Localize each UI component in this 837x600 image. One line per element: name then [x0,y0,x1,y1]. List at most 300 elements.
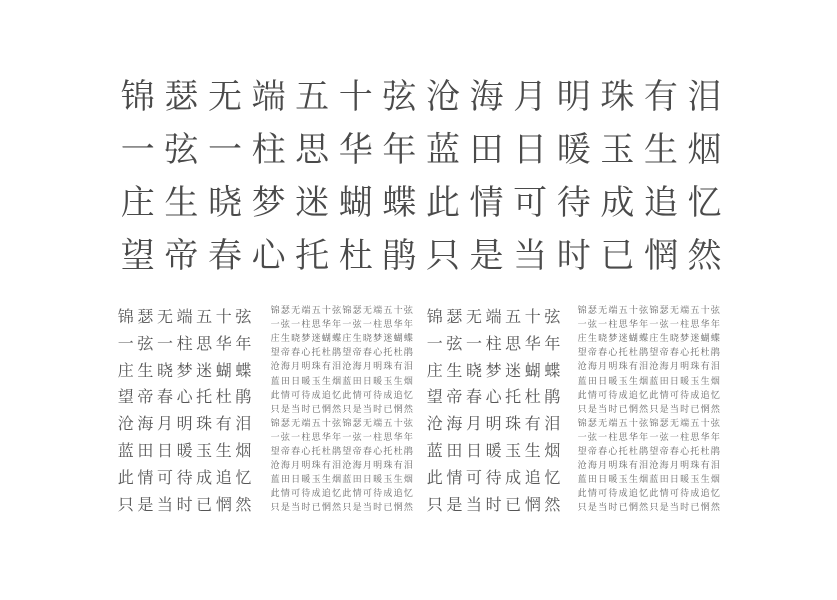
glyph: 弦 [352,432,362,443]
specimen-row [577,490,721,499]
specimen-row [425,443,562,459]
glyph: 月 [598,461,608,472]
glyph: 弦 [137,333,154,353]
glyph: 一 [426,333,443,353]
glyph: 然 [639,404,649,415]
glyph: 烟 [639,475,649,486]
glyph: 杜 [628,447,638,457]
glyph: 此 [270,489,280,500]
glyph: 锦 [342,306,352,316]
glyph: 然 [544,494,561,514]
glyph: 当 [669,503,679,514]
glyph: 生 [524,441,541,460]
glyph: 田 [352,376,362,387]
glyph: 一 [669,320,679,331]
glyph: 柱 [608,432,618,443]
glyph: 瑟 [164,77,199,117]
glyph: 泪 [403,362,413,373]
glyph: 柱 [373,320,383,331]
glyph: 暖 [608,475,618,486]
glyph: 梦 [251,183,286,223]
glyph: 此 [426,467,443,487]
glyph: 五 [311,306,321,316]
glyph: 无 [362,306,372,316]
glyph: 追 [321,390,331,401]
glyph: 杜 [393,348,403,359]
glyph: 迷 [383,334,393,345]
glyph: 日 [598,376,608,387]
glyph: 时 [373,503,383,514]
specimen-row [270,335,414,344]
glyph: 月 [669,362,679,373]
glyph: 思 [618,320,628,331]
glyph: 瑟 [587,306,597,316]
glyph: 明 [176,414,193,434]
glyph: 沧 [270,461,280,472]
glyph: 烟 [403,475,413,486]
glyph: 瑟 [446,307,463,326]
glyph: 此 [577,489,587,500]
glyph: 端 [608,306,618,316]
glyph: 梦 [176,360,193,380]
glyph: 暖 [608,376,618,387]
glyph: 惘 [524,494,541,514]
glyph: 生 [393,475,403,486]
glyph: 可 [465,467,482,487]
glyph: 帝 [352,348,362,359]
specimen-row [577,448,721,457]
glyph: 惘 [393,503,403,514]
glyph: 迷 [505,360,522,380]
glyph: 弦 [587,432,597,443]
glyph: 年 [544,333,561,353]
glyph: 心 [373,447,383,457]
glyph: 暖 [176,441,193,460]
glyph: 海 [280,461,290,472]
glyph: 托 [196,387,213,407]
glyph: 日 [156,441,173,460]
glyph: 华 [215,333,232,353]
glyph: 年 [403,432,413,443]
glyph: 生 [587,334,597,345]
glyph: 蝴 [321,334,331,345]
glyph: 无 [156,307,173,326]
glyph: 锦 [577,418,587,429]
glyph: 无 [207,77,242,117]
glyph: 明 [301,461,311,472]
glyph: 当 [291,503,301,514]
glyph: 锦 [120,77,155,117]
glyph: 思 [690,432,700,443]
glyph: 托 [311,447,321,457]
glyph: 望 [117,387,134,407]
glyph: 弦 [382,77,417,117]
glyph: 鹃 [710,447,720,457]
glyph: 月 [156,414,173,434]
glyph: 当 [598,503,608,514]
glyph: 田 [469,130,504,170]
glyph: 玉 [618,376,628,387]
glyph: 年 [639,320,649,331]
glyph: 华 [338,130,373,170]
glyph: 忆 [544,467,561,487]
glyph: 蓝 [342,475,352,486]
glyph: 晓 [465,360,482,380]
glyph: 无 [598,306,608,316]
glyph: 沧 [426,414,443,434]
glyph: 帝 [164,236,199,276]
glyph: 锦 [426,307,443,326]
glyph: 杜 [215,387,232,407]
glyph: 泪 [235,414,252,434]
glyph: 田 [280,376,290,387]
glyph: 是 [352,404,362,415]
glyph: 月 [362,461,372,472]
glyph: 暖 [373,475,383,486]
glyph: 无 [465,307,482,326]
glyph: 明 [373,461,383,472]
glyph: 锦 [649,418,659,429]
glyph: 瑟 [659,306,669,316]
glyph: 待 [301,489,311,500]
glyph: 望 [120,236,155,276]
glyph: 一 [291,432,301,443]
glyph: 蓝 [117,441,134,460]
glyph: 忆 [710,390,720,401]
glyph: 情 [587,390,597,401]
specimen-row [116,309,253,325]
glyph: 烟 [332,475,342,486]
glyph: 是 [446,494,463,514]
glyph: 已 [690,503,700,514]
glyph: 日 [465,441,482,460]
glyph: 柱 [301,432,311,443]
glyph: 庄 [270,334,280,345]
glyph: 思 [505,333,522,353]
glyph: 五 [295,77,330,117]
glyph: 蓝 [270,376,280,387]
glyph: 庄 [577,334,587,345]
specimen-row [116,443,253,459]
glyph: 日 [362,376,372,387]
glyph: 弦 [659,320,669,331]
glyph: 当 [362,404,372,415]
glyph: 成 [618,390,628,401]
glyph: 玉 [383,475,393,486]
glyph: 十 [393,306,403,316]
glyph: 蝶 [332,334,342,345]
glyph: 海 [469,77,504,117]
glyph: 待 [373,390,383,401]
glyph: 泪 [710,461,720,472]
glyph: 一 [577,432,587,443]
glyph: 此 [117,467,134,487]
glyph: 有 [215,414,232,434]
glyph: 追 [393,390,403,401]
glyph: 蝴 [628,334,638,345]
glyph: 弦 [587,320,597,331]
glyph: 弦 [235,307,252,326]
specimen-row [270,504,414,513]
glyph: 成 [311,390,321,401]
specimen-row [577,392,721,401]
glyph: 晓 [156,360,173,380]
glyph: 是 [137,494,154,514]
glyph: 有 [321,461,331,472]
glyph: 情 [137,467,154,487]
glyph: 杜 [338,236,373,276]
specimen-row [270,406,414,415]
glyph: 海 [587,461,597,472]
glyph: 思 [295,130,330,170]
glyph: 五 [383,306,393,316]
glyph: 晓 [669,334,679,345]
glyph: 华 [700,432,710,443]
glyph: 杜 [524,387,541,407]
specimen-row [577,307,721,316]
glyph: 惘 [700,503,710,514]
glyph: 心 [251,236,286,276]
glyph: 帝 [137,387,154,407]
glyph: 烟 [639,376,649,387]
specimen-row [270,392,414,401]
glyph: 杜 [393,447,403,457]
glyph: 蓝 [270,475,280,486]
glyph: 春 [291,447,301,457]
glyph: 情 [352,390,362,401]
specimen-row [270,307,414,316]
specimen-row [116,236,726,276]
glyph: 十 [215,307,232,326]
glyph: 十 [321,306,331,316]
glyph: 鹃 [710,348,720,359]
specimen-row [270,448,414,457]
glyph: 已 [311,503,321,514]
glyph: 可 [598,489,608,500]
glyph: 然 [710,404,720,415]
glyph: 是 [352,503,362,514]
glyph: 暖 [373,376,383,387]
glyph: 时 [485,494,502,514]
glyph: 年 [403,320,413,331]
glyph: 梦 [373,334,383,345]
glyph: 端 [373,306,383,316]
glyph: 可 [513,183,548,223]
glyph: 望 [577,348,587,359]
glyph: 柱 [251,130,286,170]
glyph: 弦 [403,306,413,316]
specimen-row [577,462,721,471]
glyph: 生 [393,376,403,387]
glyph: 迷 [311,334,321,345]
specimen-row [577,335,721,344]
glyph: 珠 [311,461,321,472]
specimen-row [577,378,721,387]
glyph: 春 [598,348,608,359]
glyph: 蝶 [382,183,417,223]
glyph: 瑟 [352,418,362,429]
glyph: 时 [608,503,618,514]
glyph: 无 [291,306,301,316]
glyph: 此 [342,489,352,500]
specimen-row [270,490,414,499]
specimen-row [425,360,562,380]
glyph: 一 [598,432,608,443]
glyph: 一 [117,333,134,353]
glyph: 庄 [117,360,134,380]
glyph: 日 [291,475,301,486]
specimen-row [425,494,562,514]
glyph: 烟 [235,441,252,460]
glyph: 生 [137,360,154,380]
glyph: 时 [176,494,193,514]
glyph: 日 [669,475,679,486]
glyph: 然 [403,503,413,514]
glyph: 弦 [332,306,342,316]
glyph: 珠 [690,362,700,373]
glyph: 瑟 [587,418,597,429]
glyph: 蓝 [649,475,659,486]
glyph: 忆 [332,390,342,401]
glyph: 烟 [403,376,413,387]
glyph: 托 [618,348,628,359]
glyph: 已 [311,404,321,415]
specimen-row [116,130,726,170]
glyph: 玉 [311,475,321,486]
glyph: 情 [659,489,669,500]
glyph: 十 [338,77,373,117]
glyph: 玉 [196,441,213,460]
glyph: 年 [382,130,417,170]
glyph: 春 [598,447,608,457]
glyph: 望 [426,387,443,407]
glyph: 成 [383,390,393,401]
specimen-row [577,434,721,443]
glyph: 心 [373,348,383,359]
glyph: 华 [321,432,331,443]
specimen-row [116,467,253,487]
glyph: 可 [291,390,301,401]
glyph: 只 [117,494,134,514]
glyph: 有 [643,77,678,117]
glyph: 是 [659,404,669,415]
glyph: 成 [196,467,213,487]
glyph: 鹃 [639,447,649,457]
glyph: 玉 [505,441,522,460]
glyph: 华 [628,320,638,331]
glyph: 明 [608,362,618,373]
glyph: 杜 [700,348,710,359]
glyph: 是 [280,503,290,514]
glyph: 梦 [485,360,502,380]
glyph: 生 [700,475,710,486]
glyph: 心 [301,348,311,359]
glyph: 情 [352,489,362,500]
glyph: 端 [485,307,502,326]
glyph: 暖 [301,376,311,387]
glyph: 蝴 [215,360,232,380]
glyph: 春 [291,348,301,359]
glyph: 海 [587,362,597,373]
glyph: 一 [465,333,482,353]
glyph: 华 [393,320,403,331]
glyph: 田 [352,475,362,486]
glyph: 有 [628,362,638,373]
glyph: 月 [513,77,548,117]
glyph: 蝶 [235,360,252,380]
glyph: 弦 [280,320,290,331]
glyph: 庄 [426,360,443,380]
glyph: 弦 [352,320,362,331]
glyph: 惘 [643,236,678,276]
glyph: 思 [383,320,393,331]
glyph: 十 [393,418,403,429]
glyph: 海 [659,461,669,472]
glyph: 成 [383,489,393,500]
glyph: 玉 [690,376,700,387]
glyph: 梦 [608,334,618,345]
glyph: 只 [649,404,659,415]
glyph: 庄 [649,334,659,345]
glyph: 惘 [321,503,331,514]
glyph: 情 [469,183,504,223]
glyph: 思 [383,432,393,443]
glyph: 蝴 [700,334,710,345]
glyph: 蝶 [639,334,649,345]
glyph: 迷 [196,360,213,380]
specimen-row [116,333,253,353]
glyph: 明 [373,362,383,373]
glyph: 泪 [332,362,342,373]
glyph: 珠 [690,461,700,472]
glyph: 泪 [710,362,720,373]
glyph: 忆 [639,489,649,500]
glyph: 帝 [280,348,290,359]
glyph: 烟 [710,376,720,387]
glyph: 海 [137,414,154,434]
glyph: 年 [710,432,720,443]
glyph: 晓 [362,334,372,345]
glyph: 五 [505,307,522,326]
specimen-row [270,349,414,358]
glyph: 鹃 [382,236,417,276]
glyph: 当 [513,236,548,276]
glyph: 已 [690,404,700,415]
glyph: 年 [332,320,342,331]
glyph: 珠 [383,362,393,373]
glyph: 十 [628,418,638,429]
glyph: 蓝 [425,130,460,170]
glyph: 田 [446,441,463,460]
glyph: 生 [352,334,362,345]
glyph: 心 [485,387,502,407]
glyph: 沧 [425,77,460,117]
glyph: 时 [373,404,383,415]
glyph: 海 [446,414,463,434]
glyph: 十 [700,418,710,429]
glyph: 珠 [600,77,635,117]
glyph: 蓝 [426,441,443,460]
glyph: 锦 [577,306,587,316]
glyph: 暖 [680,475,690,486]
glyph: 瑟 [280,418,290,429]
glyph: 有 [393,362,403,373]
glyph: 沧 [342,461,352,472]
glyph: 待 [485,467,502,487]
glyph: 生 [321,475,331,486]
glyph: 杜 [700,447,710,457]
glyph: 年 [639,432,649,443]
